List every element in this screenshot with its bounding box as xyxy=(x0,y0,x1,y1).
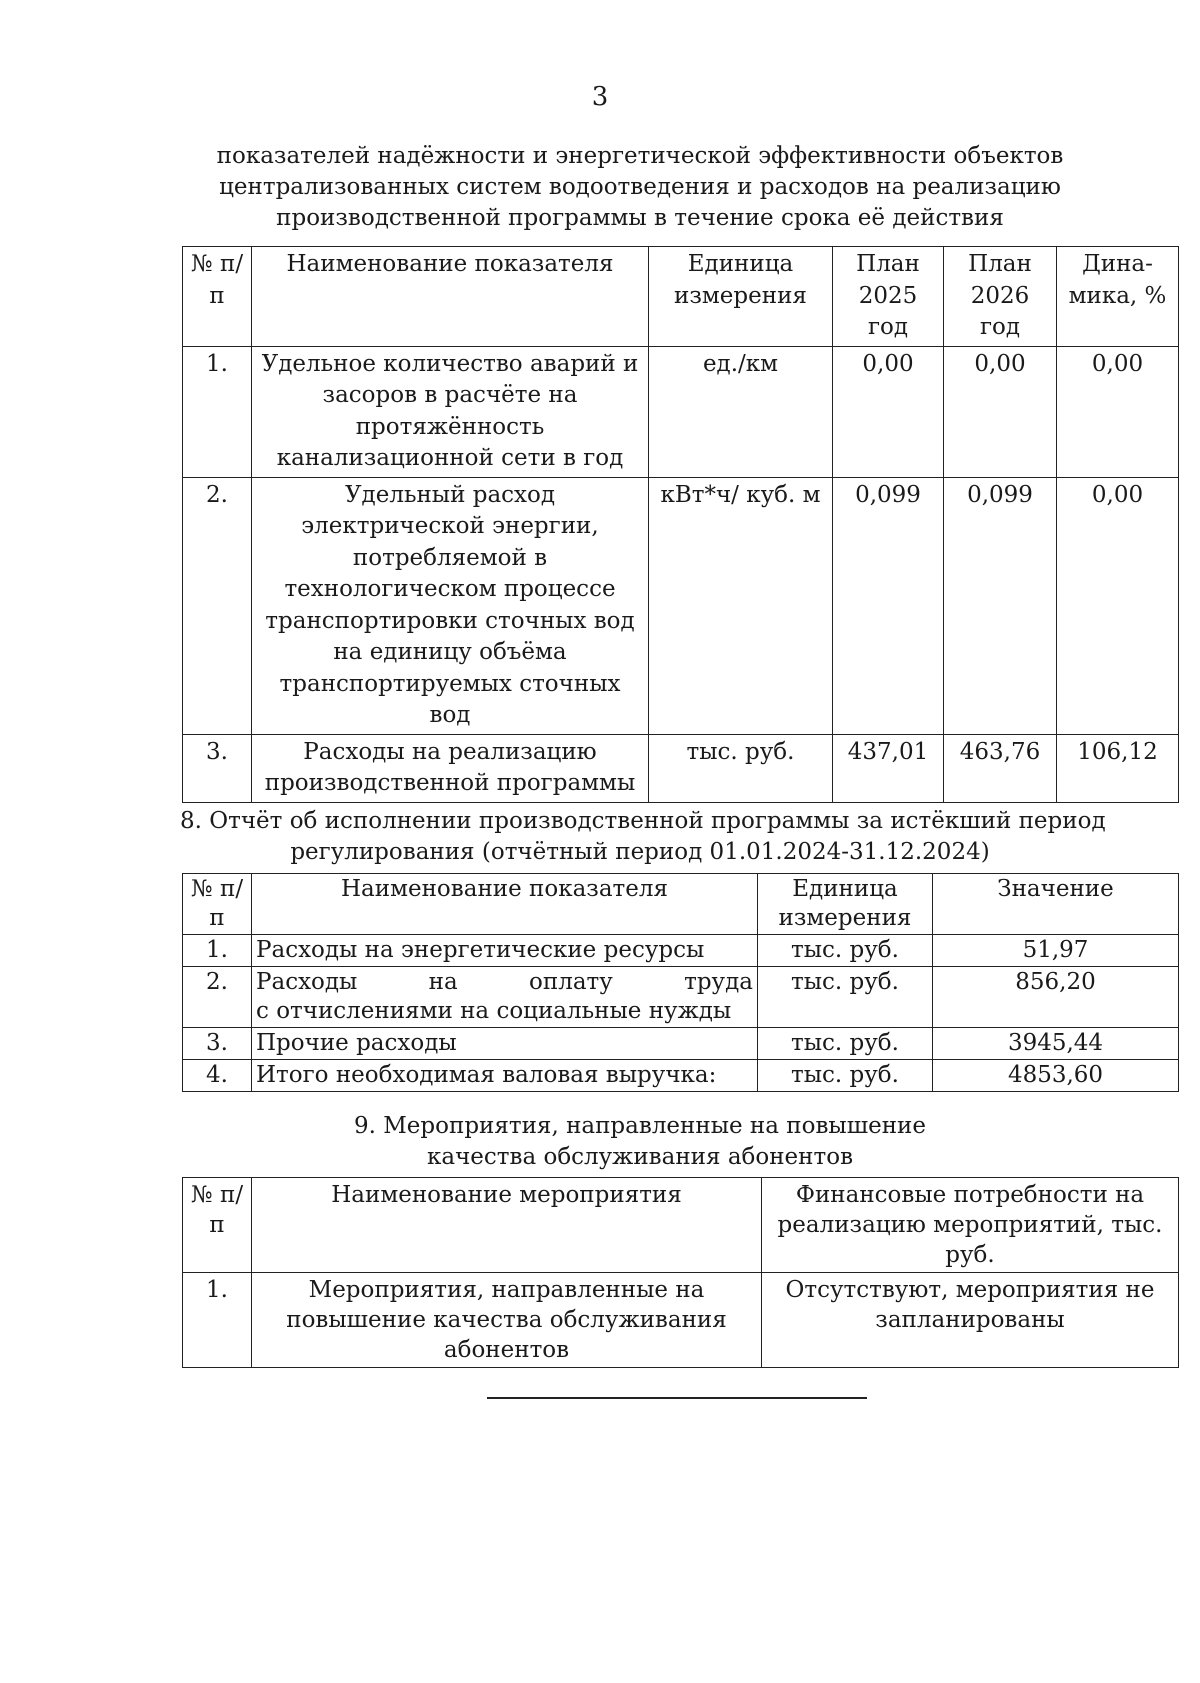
row-num: 1. xyxy=(183,346,252,477)
row-unit: тыс. руб. xyxy=(758,935,933,967)
row-name: Прочие расходы xyxy=(252,1028,758,1060)
table-header-row xyxy=(183,247,1179,347)
header-name: Наименование показателя xyxy=(252,247,649,347)
table-row xyxy=(183,967,1179,1028)
row-name-word: оплату xyxy=(529,969,613,995)
row-name: Расходы на реализацию производственной программы xyxy=(252,734,649,802)
header-unit: Единица измерения xyxy=(758,874,933,935)
row-num: 2. xyxy=(183,967,252,1028)
row-dynamics: 106,12 xyxy=(1057,734,1179,802)
row-plan-2025: 437,01 xyxy=(833,734,944,802)
indicators-table xyxy=(182,246,1179,803)
header-num: № п/п xyxy=(183,1178,252,1273)
row-dynamics: 0,00 xyxy=(1057,477,1179,734)
header-name: Наименование мероприятия xyxy=(252,1178,762,1273)
header-unit: Единица измерения xyxy=(649,247,833,347)
section7-title xyxy=(180,141,1100,234)
row-name: Удельное количество аварий и засоров в расчёте на протяжённость канализационной сети в год xyxy=(252,346,649,477)
header-finance: Финансовые потребности на реализацию мероприятий, тыс. руб. xyxy=(762,1178,1179,1273)
table-row xyxy=(183,734,1179,802)
row-unit: тыс. руб. xyxy=(758,1060,933,1092)
section7-title-line: централизованных систем водоотведения и расходов на реализацию xyxy=(219,174,1061,200)
separator-line xyxy=(487,1397,867,1399)
table-row xyxy=(183,935,1179,967)
row-num: 4. xyxy=(183,1060,252,1092)
section9-title xyxy=(180,1111,1100,1173)
section9-title-line: качества обслуживания абонентов xyxy=(426,1144,854,1170)
row-name-word: на xyxy=(428,969,458,995)
section7-title-line: производственной программы в течение срока её действия xyxy=(276,205,1004,231)
table-row xyxy=(183,1273,1179,1368)
row-unit: тыс. руб. xyxy=(758,967,933,1028)
row-plan-2026: 0,099 xyxy=(944,477,1057,734)
row-value: 51,97 xyxy=(933,935,1179,967)
row-plan-2025: 0,00 xyxy=(833,346,944,477)
row-value: 856,20 xyxy=(933,967,1179,1028)
section8-title-line: 8. Отчёт об исполнении производственной программы за истёкший период xyxy=(180,808,1106,834)
header-name: Наименование показателя xyxy=(252,874,758,935)
section8-title xyxy=(180,806,1106,868)
row-unit: кВт*ч/ куб. м xyxy=(649,477,833,734)
header-plan-2025: План 2025 год xyxy=(833,247,944,347)
table-row xyxy=(183,1028,1179,1060)
header-num: № п/п xyxy=(183,874,252,935)
row-name-word: Расходы xyxy=(256,969,358,995)
header-num: № п/п xyxy=(183,247,252,347)
row-unit: тыс. руб. xyxy=(649,734,833,802)
row-name: Итого необходимая валовая выручка: xyxy=(252,1060,758,1092)
row-value: 4853,60 xyxy=(933,1060,1179,1092)
row-num: 3. xyxy=(183,734,252,802)
row-name: Мероприятия, направленные на повышение качества обслуживания абонентов xyxy=(252,1273,762,1368)
row-name-line: с отчислениями на социальные нужды xyxy=(256,998,732,1024)
header-plan-2026: План 2026 год xyxy=(944,247,1057,347)
section7-title-line: показателей надёжности и энергетической эффективности объектов xyxy=(216,143,1064,169)
page-number: 3 xyxy=(591,82,609,112)
section8-title-line: регулирования (отчётный период 01.01.2024-31.12.2024) xyxy=(290,839,990,865)
row-unit: тыс. руб. xyxy=(758,1028,933,1060)
header-value: Значение xyxy=(933,874,1179,935)
section9-title-line: 9. Мероприятия, направленные на повышение xyxy=(354,1113,926,1139)
table-header-row xyxy=(183,874,1179,935)
header-dynamics: Дина-мика, % xyxy=(1057,247,1179,347)
row-plan-2026: 0,00 xyxy=(944,346,1057,477)
measures-table xyxy=(182,1177,1179,1368)
row-finance: Отсутствуют, мероприятия не запланированы xyxy=(762,1273,1179,1368)
row-num: 1. xyxy=(183,1273,252,1368)
row-name: Расходы на энергетические ресурсы xyxy=(252,935,758,967)
row-num: 2. xyxy=(183,477,252,734)
row-name xyxy=(252,967,758,1028)
table-row xyxy=(183,477,1179,734)
row-name: Удельный расход электрической энергии, потребляемой в технологическом процессе транспортировки сточных вод на единицу объёма транспортируемых сточных вод xyxy=(252,477,649,734)
table-header-row xyxy=(183,1178,1179,1273)
row-plan-2026: 463,76 xyxy=(944,734,1057,802)
table-row xyxy=(183,1060,1179,1092)
row-name-line xyxy=(256,968,753,997)
row-num: 3. xyxy=(183,1028,252,1060)
row-value: 3945,44 xyxy=(933,1028,1179,1060)
row-num: 1. xyxy=(183,935,252,967)
row-name-word: труда xyxy=(684,969,753,995)
row-unit: ед./км xyxy=(649,346,833,477)
report-table xyxy=(182,873,1179,1092)
table-row xyxy=(183,346,1179,477)
row-dynamics: 0,00 xyxy=(1057,346,1179,477)
row-plan-2025: 0,099 xyxy=(833,477,944,734)
